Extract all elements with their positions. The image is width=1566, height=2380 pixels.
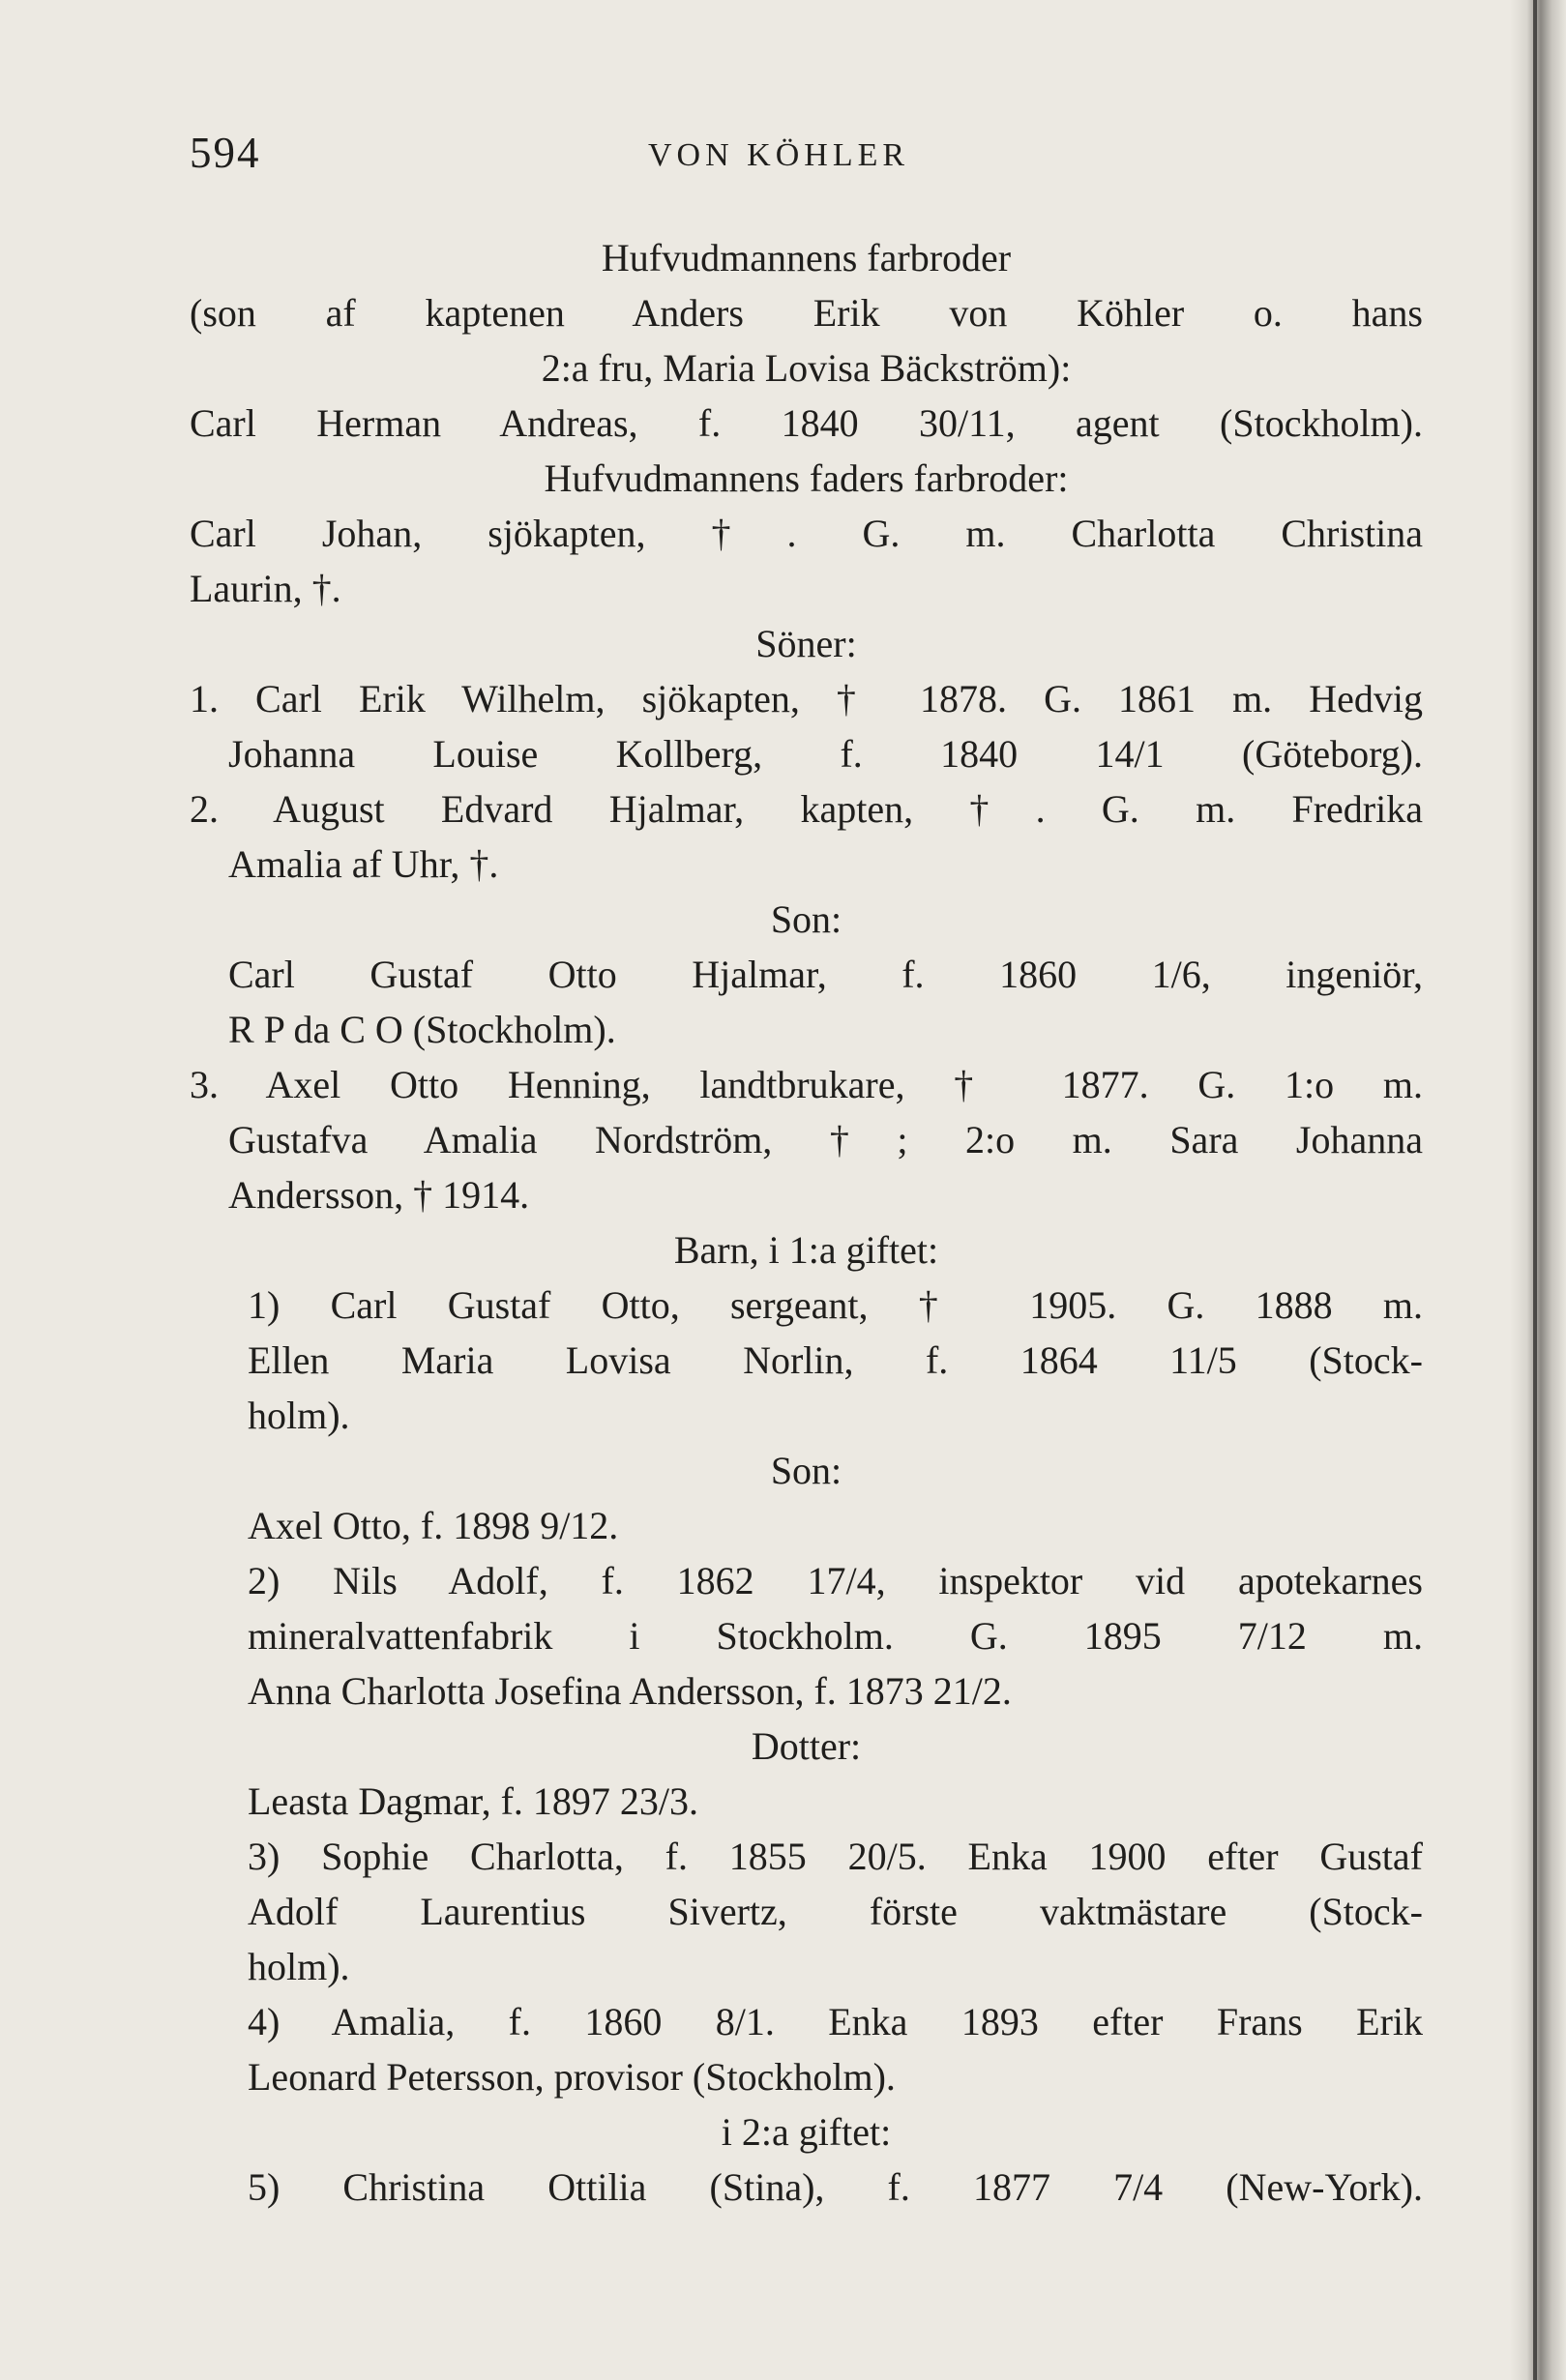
- text-line: mineralvattenfabrik i Stockholm. G. 1895 7/12 m.: [248, 1614, 1423, 1658]
- running-head: VON KÖHLER: [648, 137, 910, 173]
- text-line: 3) Sophie Charlotta, f. 1855 20/5. Enka 1900 efter Gustaf: [248, 1835, 1423, 1878]
- text-line: Johanna Louise Kollberg, f. 1840 14/1 (Göteborg).: [228, 732, 1423, 776]
- text-line: 2:a fru, Maria Lovisa Bäckström):: [541, 346, 1072, 390]
- text-line: 5) Christina Ottilia (Stina), f. 1877 7/4 (New-York).: [248, 2165, 1423, 2209]
- text-line: 4) Amalia, f. 1860 8/1. Enka 1893 efter Frans Erik: [248, 2000, 1423, 2043]
- text-line: Laurin, †.: [190, 567, 341, 610]
- text-line: Ellen Maria Lovisa Norlin, f. 1864 11/5 (Stock-: [248, 1338, 1423, 1382]
- text-line: 1. Carl Erik Wilhelm, sjökapten, † 1878. G. 1861 m. Hedvig: [190, 677, 1423, 720]
- text-line: Andersson, † 1914.: [228, 1173, 530, 1217]
- text-line: Gustafva Amalia Nordström, †; 2:o m. Sara Johanna: [228, 1118, 1423, 1161]
- text-line: Dotter:: [751, 1724, 862, 1768]
- text-line: R P da C O (Stockholm).: [228, 1008, 616, 1051]
- text-line: Leonard Petersson, provisor (Stockholm).: [248, 2055, 896, 2099]
- text-line: holm).: [248, 1945, 350, 1988]
- page-number: 594: [190, 129, 261, 177]
- page-binding-edge: [1510, 0, 1566, 2380]
- text-line: Hufvudmannens farbroder: [601, 236, 1012, 279]
- text-line: Anna Charlotta Josefina Andersson, f. 1873 21/2.: [248, 1669, 1012, 1713]
- text-line: 3. Axel Otto Henning, landtbrukare, † 1877. G. 1:o m.: [190, 1063, 1423, 1106]
- text-line: i 2:a giftet:: [721, 2110, 892, 2154]
- text-line: Hufvudmannens faders farbroder:: [544, 456, 1069, 500]
- text-line: holm).: [248, 1394, 350, 1437]
- text-line: Son:: [770, 1449, 842, 1492]
- text-line: (son af kaptenen Anders Erik von Köhler o. hans: [190, 291, 1423, 335]
- text-line: Carl Gustaf Otto Hjalmar, f. 1860 1/6, ingeniör,: [228, 953, 1423, 996]
- text-line: Carl Herman Andreas, f. 1840 30/11, agent (Stockholm).: [190, 401, 1423, 445]
- text-line: Leasta Dagmar, f. 1897 23/3.: [248, 1779, 699, 1823]
- text-line: Amalia af Uhr, †.: [228, 842, 499, 886]
- text-line: Son:: [770, 897, 842, 941]
- text-column: [190, 230, 1423, 2215]
- text-line: Söner:: [755, 622, 857, 665]
- text-line: Axel Otto, f. 1898 9/12.: [248, 1504, 619, 1547]
- text-line: Carl Johan, sjökapten, †. G. m. Charlotta Christina: [190, 512, 1423, 555]
- page-edge-shadow: [1533, 0, 1537, 2380]
- text-line: Barn, i 1:a giftet:: [673, 1228, 939, 1272]
- text-line: 1) Carl Gustaf Otto, sergeant, † 1905. G. 1888 m.: [248, 1283, 1423, 1327]
- text-line: 2) Nils Adolf, f. 1862 17/4, inspektor vid apotekarnes: [248, 1559, 1423, 1602]
- text-line: 2. August Edvard Hjalmar, kapten, †. G. m. Fredrika: [190, 787, 1423, 831]
- text-line: Adolf Laurentius Sivertz, förste vaktmästare (Stock-: [248, 1890, 1423, 1933]
